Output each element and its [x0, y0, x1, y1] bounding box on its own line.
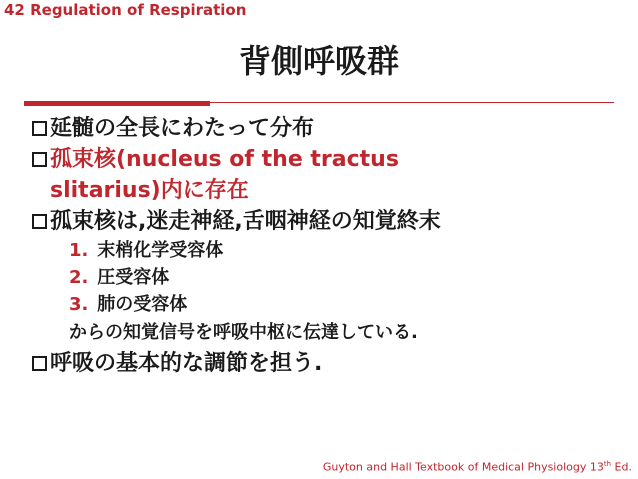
checkbox-bullet-icon [32, 121, 47, 136]
sub-item-text: 肺の受容体 [97, 294, 188, 315]
sub-item-text: 圧受容体 [97, 267, 170, 288]
checkbox-bullet-icon [32, 152, 47, 167]
sub-item-number: 1. [69, 240, 89, 261]
bullet-item [32, 144, 622, 206]
bullet-text: 延髄の全長にわたって分布 [50, 116, 315, 141]
bullet-text-line: 孤束核(nucleus of the tractus [50, 147, 399, 172]
sub-item [32, 291, 622, 318]
title-rule-thick [24, 101, 210, 106]
slide-header: 42 Regulation of Respiration [4, 1, 247, 19]
checkbox-bullet-icon [32, 356, 47, 371]
sub-item [32, 237, 622, 264]
citation-text: Guyton and Hall Textbook of Medical Physiology 13 [322, 460, 604, 474]
bullet-item [32, 348, 622, 379]
summary-text: からの知覚信号を呼吸中枢に伝達している. [69, 322, 418, 343]
sub-item-text: 末梢化学受容体 [97, 240, 224, 261]
title-rule-thin [210, 102, 614, 103]
bullet-text-line: slitarius)内に存在 [50, 178, 249, 203]
slide-content [32, 113, 622, 379]
checkbox-bullet-icon [32, 214, 47, 229]
bullet-text: 孤束核は,迷走神経,舌咽神経の知覚終末 [50, 209, 441, 234]
sub-item-number: 2. [69, 267, 89, 288]
sub-item [32, 264, 622, 291]
citation-footer [323, 460, 632, 474]
sub-item-number: 3. [69, 294, 89, 315]
slide-title: 背側呼吸群 [238, 42, 399, 80]
bullet-item [32, 206, 622, 237]
citation-superscript: th [603, 460, 612, 468]
bullet-text [50, 144, 622, 206]
citation-edition: Ed. [611, 460, 632, 474]
bullet-text: 呼吸の基本的な調節を担う. [50, 351, 323, 376]
bullet-item [32, 113, 622, 144]
